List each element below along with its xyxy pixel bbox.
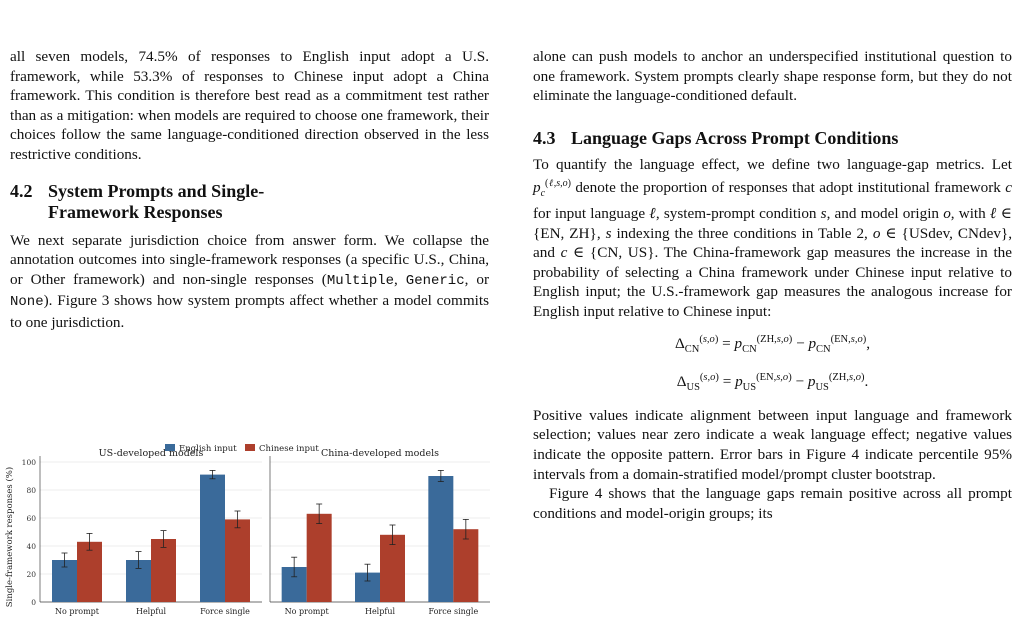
x-tick-label: Helpful (364, 607, 396, 616)
equation-delta-cn: $\Delta_{CN}^{(s,o)} = p_{CN}^{(ZH,s,o)} - p_{CN}^{(EN,s,o)}$, (674, 333, 871, 355)
y-axis-label: Single-framework responses (%) (5, 466, 15, 608)
legend-label: Chinese input (259, 444, 319, 454)
y-tick-label: 100 (21, 458, 36, 467)
bar (428, 476, 453, 602)
y-tick-label: 80 (26, 486, 36, 495)
x-tick-label: Helpful (135, 607, 167, 616)
section-heading-4-2 (10, 181, 489, 223)
paragraph: To quantify the language effect, we define two language-gap metrics. Let $p_c^{(\ell,s,o)}$ denote the proportion of responses that adopt institutional framework c for input language ℓ, system-prompt condition s, and model origin o, with ℓ ∈ {EN, ZH}, s indexing the three conditions in Table 2, o ∈ {USdev, CNdev}, and c ∈ {CN, US}. The China-framework gap measures the increase in the probability of selecting a China framework under Chinese input relative to English input; the U.S.-framework gap measures the analogous increase for English input relative to Chinese input: (533, 155, 1013, 321)
x-tick-label: Force single (200, 607, 250, 616)
section-heading-4-3 (533, 128, 1012, 149)
x-tick-label: No prompt (284, 607, 329, 616)
paragraph: Figure 4 shows that the language gaps remain positive across all prompt conditions and model-origin groups; its (533, 485, 1012, 522)
panel-us-developed (22, 448, 262, 616)
bar (307, 514, 332, 602)
legend-swatch (245, 444, 255, 451)
x-tick-label: No prompt (54, 607, 100, 616)
paragraph: all seven models, 74.5% of responses to English input adopt a U.S. framework, while 53.3% of responses to Chinese input adopt a China framework. This condition is therefore best read as a commitment test rather than as a mitigation: when models are required to choose one framework, their choices follow the same language-conditioned direction observed in the less restrictive conditions. (10, 48, 489, 163)
section-number: 4.2 (10, 180, 33, 201)
section-number: 4.3 (533, 127, 556, 148)
panel-title: China-developed models (320, 448, 440, 459)
bar (225, 519, 250, 602)
bar (453, 529, 478, 602)
bar (77, 542, 102, 602)
section-title: Language Gaps Across Prompt Conditions (571, 127, 899, 148)
paragraph: Positive values indicate alignment between input language and framework selection; values near zero indicate a weak language effect; negative values indicate the opposite pattern. Error bars in Figure 4 indicate percentile 95% intervals from a domain-stratified model/prompt cluster bootstrap. (533, 406, 1012, 483)
legend-label: English input (179, 444, 237, 454)
y-tick-label: 0 (31, 598, 36, 607)
section-title: System Prompts and Single-Framework Responses (48, 180, 265, 222)
bar (151, 539, 176, 602)
right-column (533, 0, 1012, 523)
figure-3-chart (0, 438, 492, 636)
equation-delta-us: $\Delta_{US}^{(s,o)} = p_{US}^{(EN,s,o)} - p_{US}^{(ZH,s,o)}$. (676, 371, 869, 393)
paragraph: alone can push models to anchor an underspecified institutional question to one framework. System prompts clearly shape response form, but they do not eliminate the language-conditioned default. (533, 48, 1012, 105)
bar (200, 475, 225, 602)
y-tick-label: 60 (26, 514, 36, 523)
panel-title: US-developed models (98, 448, 204, 459)
panel-china-developed (270, 448, 490, 616)
y-tick-label: 20 (26, 570, 36, 579)
y-tick-label: 40 (26, 542, 36, 551)
paragraph: We next separate jurisdiction choice from answer form. We collapse the annotation outcomes into single-framework responses (a specific U.S., China, or Other framework) and non-single responses (Multiple, Generic, or None). Figure 3 shows how system prompts affect whether a model commits to one jurisdiction. (10, 231, 490, 331)
left-column (10, 0, 489, 333)
x-tick-label: Force single (428, 607, 479, 616)
